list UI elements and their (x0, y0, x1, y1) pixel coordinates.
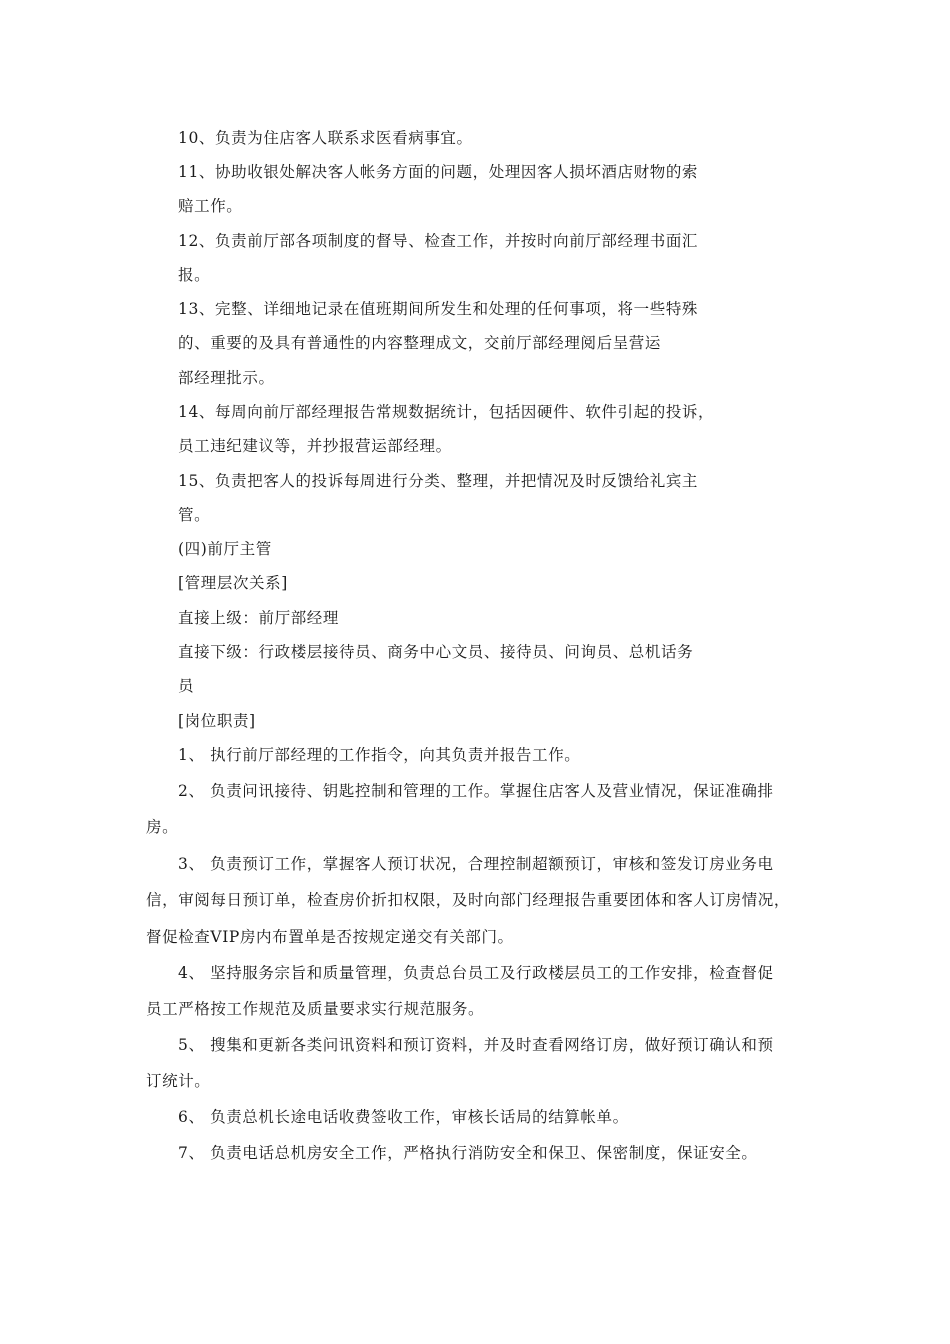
text-line: 3、 负责预订工作，掌握客人预订状况，合理控制超额预订，审核和签发订房业务电 (178, 855, 774, 873)
text-line: 管。 (178, 506, 211, 524)
text-line: 赔工作。 (178, 197, 243, 215)
text-line: 督促检查VIP房内布置单是否按规定递交有关部门。 (146, 928, 514, 946)
section-heading: (四)前厅主管 (178, 540, 272, 558)
text-line: 员工严格按工作规范及质量要求实行规范服务。 (146, 1000, 485, 1018)
text-line: 1、 执行前厅部经理的工作指令，向其负责并报告工作。 (178, 746, 581, 764)
text-line: 直接下级：行政楼层接待员、商务中心文员、接待员、问询员、总机话务 (178, 643, 694, 661)
text-line: 部经理批示。 (178, 369, 275, 387)
text-line: 12、负责前厅部各项制度的督导、检查工作，并按时向前厅部经理书面汇 (178, 232, 699, 250)
subsection-heading: [管理层次关系] (178, 574, 288, 592)
text-line: 7、 负责电话总机房安全工作，严格执行消防安全和保卫、保密制度，保证安全。 (178, 1144, 758, 1162)
text-line: 4、 坚持服务宗旨和质量管理，负责总台员工及行政楼层员工的工作安排，检查督促 (178, 964, 774, 982)
text-line: 5、 搜集和更新各类问讯资料和预订资料，并及时查看网络订房，做好预订确认和预 (178, 1036, 774, 1054)
text-line: 13、完整、详细地记录在值班期间所发生和处理的任何事项，将一些特殊 (178, 300, 699, 318)
text-line: 信，审阅每日预订单，检查房价折扣权限，及时向部门经理报告重要团体和客人订房情况， (146, 891, 791, 909)
text-line: 员 (178, 677, 195, 695)
text-line: 房。 (146, 818, 179, 836)
text-line: 14、每周向前厅部经理报告常规数据统计，包括因硬件、软件引起的投诉， (178, 403, 715, 421)
text-line: 报。 (178, 266, 211, 284)
text-line: 10、负责为住店客人联系求医看病事宜。 (178, 129, 473, 147)
text-line: 的、重要的及具有普通性的内容整理成文，交前厅部经理阅后呈营运 (178, 334, 662, 352)
text-line: 15、负责把客人的投诉每周进行分类、整理，并把情况及时反馈给礼宾主 (178, 472, 699, 490)
text-line: 11、协助收银处解决客人帐务方面的问题，处理因客人损坏酒店财物的索 (178, 163, 699, 181)
text-line: 员工违纪建议等，并抄报营运部经理。 (178, 437, 452, 455)
text-line: 2、 负责问讯接待、钥匙控制和管理的工作。掌握住店客人及营业情况，保证准确排 (178, 782, 774, 800)
subsection-heading: [岗位职责] (178, 712, 256, 730)
text-line: 直接上级：前厅部经理 (178, 609, 340, 627)
text-line: 订统计。 (146, 1072, 211, 1090)
text-line: 6、 负责总机长途电话收费签收工作，审核长话局的结算帐单。 (178, 1108, 629, 1126)
